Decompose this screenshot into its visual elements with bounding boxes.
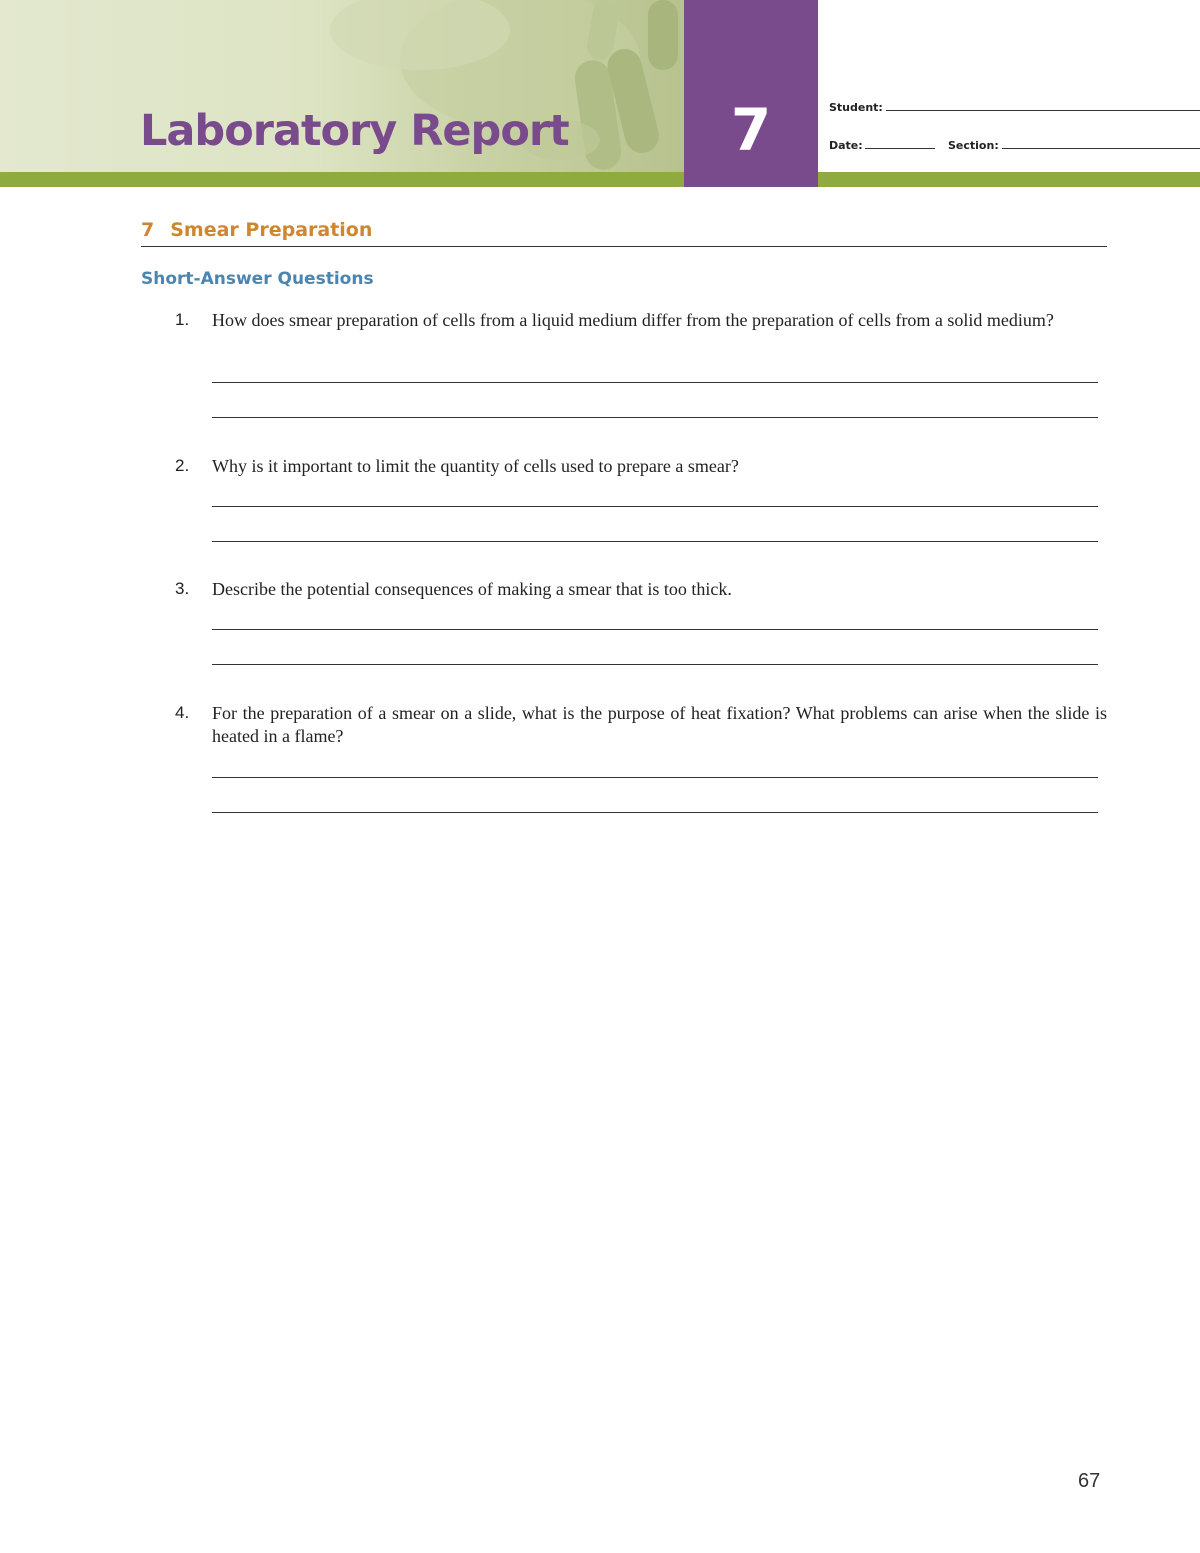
question-2-text: Why is it important to limit the quantity of cells used to prepare a smear? [212, 456, 739, 476]
section-divider [141, 246, 1107, 247]
question-1-number: 1. [175, 310, 190, 329]
header-accent-bar-left [0, 172, 684, 187]
date-label: Date: [829, 139, 863, 152]
question-4-answer-line-2[interactable] [212, 812, 1098, 813]
question-2-answer-line-1[interactable] [212, 506, 1098, 507]
student-label: Student: [829, 101, 883, 114]
question-1-answer-line-2[interactable] [212, 417, 1098, 418]
header-banner [0, 0, 684, 176]
question-1-answer-line-1[interactable] [212, 382, 1098, 383]
question-3-text: Describe the potential consequences of making a smear that is too thick. [212, 579, 732, 599]
question-4-number: 4. [175, 703, 190, 722]
section-field[interactable] [1002, 148, 1200, 149]
section-number: 7 [141, 219, 155, 241]
header-accent-bar-right [818, 172, 1200, 187]
question-2-answer-line-2[interactable] [212, 541, 1098, 542]
chapter-number-box: 7 [684, 0, 818, 187]
section-title: Smear Preparation [170, 219, 373, 241]
report-title: Laboratory Report [140, 106, 569, 156]
section-heading [141, 219, 372, 241]
question-3-answer-line-2[interactable] [212, 664, 1098, 665]
subheading: Short-Answer Questions [141, 269, 374, 289]
section-label: Section: [948, 139, 999, 152]
page-number: 67 [1078, 1470, 1101, 1492]
question-4-text: For the preparation of a smear on a slide, what is the purpose of heat fixation? What problems can arise when the slide is heated in a flame? [212, 703, 1107, 746]
question-4-answer-line-1[interactable] [212, 777, 1098, 778]
question-2-number: 2. [175, 456, 190, 475]
date-field[interactable] [865, 148, 935, 149]
question-3-answer-line-1[interactable] [212, 629, 1098, 630]
student-field[interactable] [886, 110, 1200, 111]
question-1-text: How does smear preparation of cells from a liquid medium differ from the preparation of cells from a solid medium? [212, 310, 1054, 330]
question-3-number: 3. [175, 579, 190, 598]
